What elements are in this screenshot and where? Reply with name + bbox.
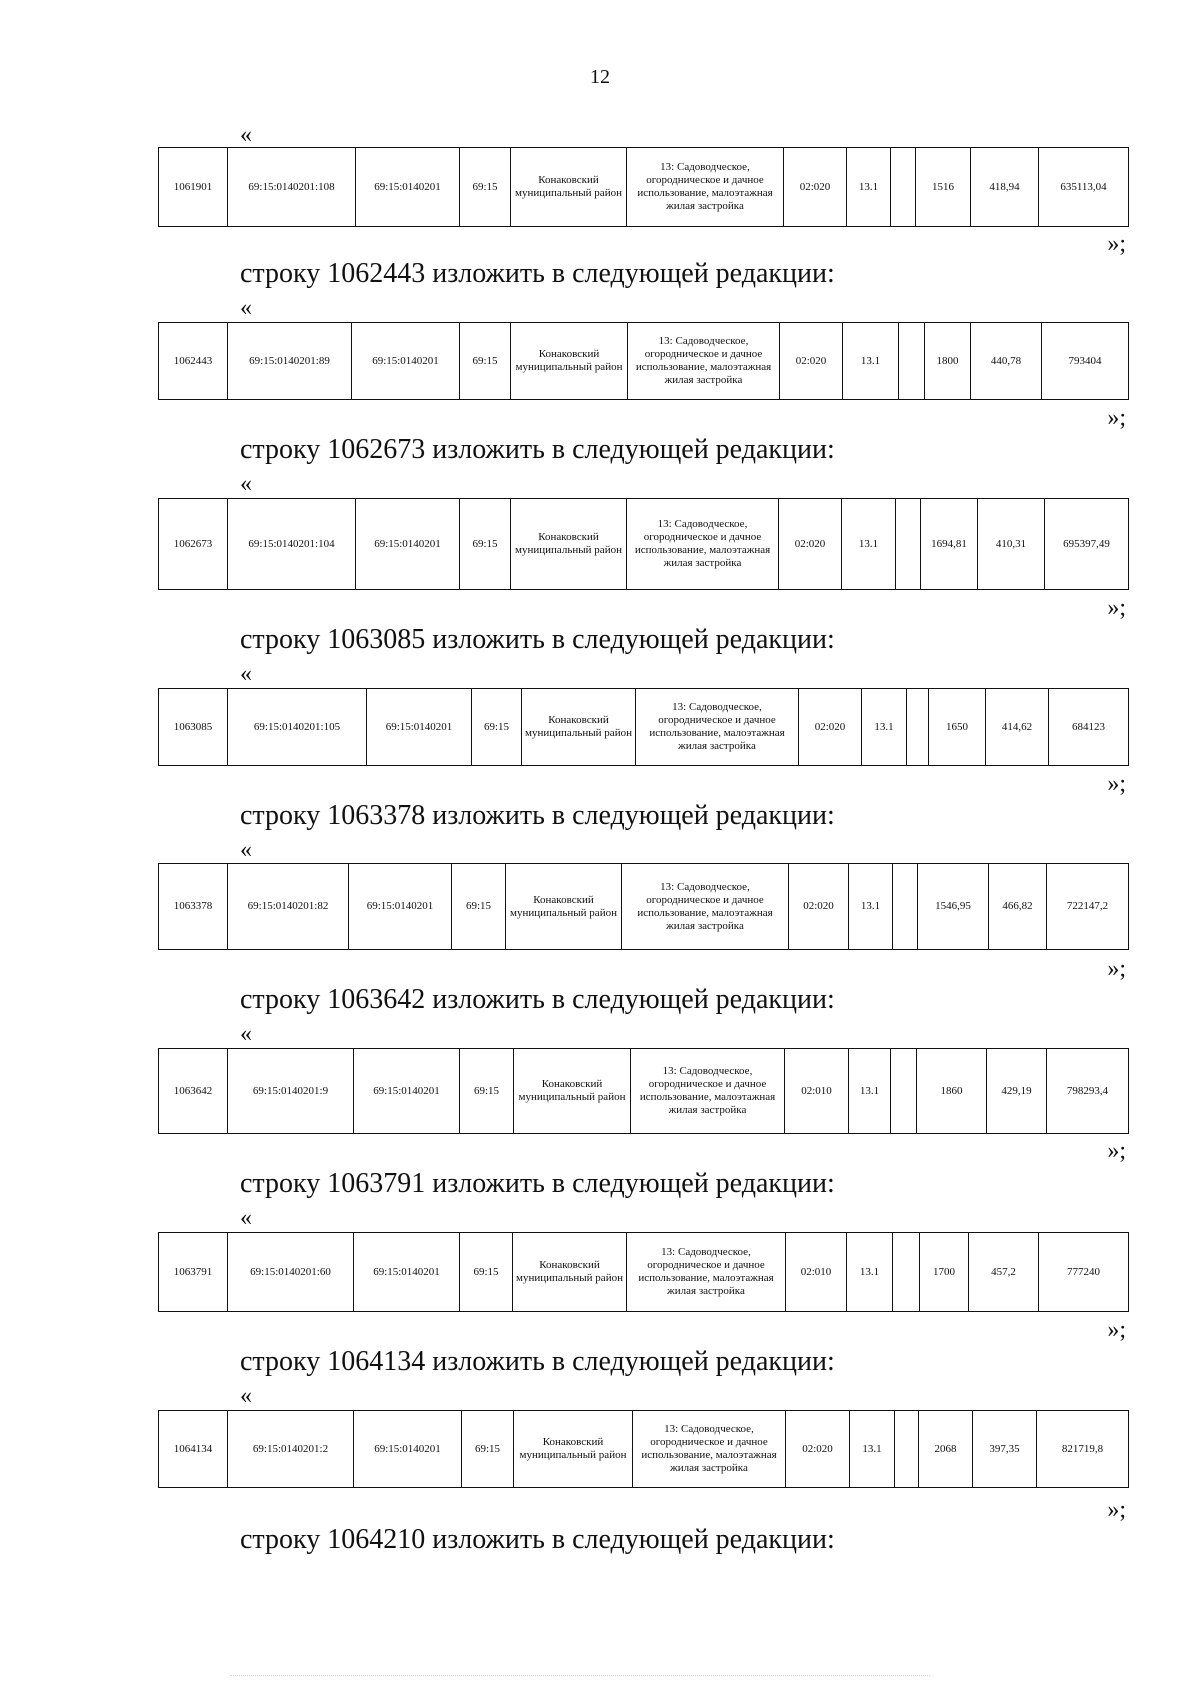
area: 1700 bbox=[920, 1233, 969, 1312]
instruction-text: строку 1063378 изложить в следующей редакции: bbox=[240, 800, 835, 831]
row-id: 1063378 bbox=[159, 864, 228, 950]
specific-value: 397,35 bbox=[973, 1411, 1037, 1488]
district: Конаковский муниципальный район bbox=[511, 499, 627, 590]
cadastral-value: 798293,4 bbox=[1047, 1049, 1129, 1134]
district: Конаковский муниципальный район bbox=[522, 689, 636, 766]
cadastral-value: 793404 bbox=[1042, 323, 1129, 400]
group-code: 02:020 bbox=[784, 148, 847, 227]
area: 2068 bbox=[919, 1411, 973, 1488]
closing-quote: »; bbox=[1107, 1138, 1126, 1164]
cadastral-value: 695397,49 bbox=[1045, 499, 1129, 590]
cadastral-quarter: 69:15:0140201 bbox=[354, 1049, 460, 1134]
opening-quote: « bbox=[240, 1021, 252, 1047]
row-id: 1061901 bbox=[159, 148, 228, 227]
district: Конаковский муниципальный район bbox=[506, 864, 622, 950]
empty-cell bbox=[893, 1233, 920, 1312]
cadastral-quarter: 69:15:0140201 bbox=[356, 148, 460, 227]
cadastral-number: 69:15:0140201:2 bbox=[228, 1411, 354, 1488]
subgroup: 13.1 bbox=[842, 499, 896, 590]
cadastral-value: 684123 bbox=[1049, 689, 1129, 766]
specific-value: 429,19 bbox=[987, 1049, 1047, 1134]
region-code: 69:15 bbox=[460, 1049, 514, 1134]
group-code: 02:020 bbox=[789, 864, 849, 950]
row-id: 1062443 bbox=[159, 323, 228, 400]
empty-cell bbox=[899, 323, 925, 400]
instruction-text: строку 1062443 изложить в следующей редакции: bbox=[240, 258, 835, 289]
district: Конаковский муниципальный район bbox=[514, 1411, 633, 1488]
subgroup: 13.1 bbox=[850, 1411, 895, 1488]
district: Конаковский муниципальный район bbox=[514, 1049, 631, 1134]
cadastral-quarter: 69:15:0140201 bbox=[349, 864, 452, 950]
specific-value: 410,31 bbox=[978, 499, 1045, 590]
group-code: 02:010 bbox=[785, 1049, 849, 1134]
area: 1860 bbox=[917, 1049, 987, 1134]
empty-cell bbox=[896, 499, 921, 590]
opening-quote: « bbox=[240, 471, 252, 497]
land-plot-table bbox=[158, 1410, 1129, 1488]
opening-quote: « bbox=[240, 122, 252, 148]
district: Конаковский муниципальный район bbox=[511, 323, 628, 400]
area: 1516 bbox=[916, 148, 971, 227]
land-use: 13: Садоводческое, огородническое и дачное использование, малоэтажная жилая застройка bbox=[627, 1233, 786, 1312]
closing-quote: »; bbox=[1107, 405, 1126, 431]
empty-cell bbox=[895, 1411, 919, 1488]
table-row bbox=[159, 1411, 1129, 1488]
land-plot-table bbox=[158, 322, 1129, 400]
area: 1546,95 bbox=[918, 864, 989, 950]
closing-quote: »; bbox=[1107, 956, 1126, 982]
specific-value: 440,78 bbox=[971, 323, 1042, 400]
scan-noise-decoration bbox=[230, 1675, 930, 1680]
land-use: 13: Садоводческое, огородническое и дачное использование, малоэтажная жилая застройка bbox=[622, 864, 789, 950]
cadastral-number: 69:15:0140201:105 bbox=[228, 689, 367, 766]
cadastral-quarter: 69:15:0140201 bbox=[354, 1233, 460, 1312]
group-code: 02:020 bbox=[799, 689, 862, 766]
specific-value: 414,62 bbox=[986, 689, 1049, 766]
row-block bbox=[158, 118, 1128, 258]
land-plot-table bbox=[158, 688, 1129, 766]
row-id: 1064134 bbox=[159, 1411, 228, 1488]
instruction-text: строку 1063642 изложить в следующей редакции: bbox=[240, 984, 835, 1015]
region-code: 69:15 bbox=[460, 323, 511, 400]
cadastral-number: 69:15:0140201:60 bbox=[228, 1233, 354, 1312]
row-id: 1063642 bbox=[159, 1049, 228, 1134]
group-code: 02:020 bbox=[779, 499, 842, 590]
table-row bbox=[159, 323, 1129, 400]
row-id: 1063085 bbox=[159, 689, 228, 766]
group-code: 02:020 bbox=[786, 1411, 850, 1488]
region-code: 69:15 bbox=[460, 148, 511, 227]
empty-cell bbox=[891, 1049, 917, 1134]
region-code: 69:15 bbox=[462, 1411, 514, 1488]
cadastral-value: 777240 bbox=[1039, 1233, 1129, 1312]
subgroup: 13.1 bbox=[847, 148, 891, 227]
opening-quote: « bbox=[240, 837, 252, 863]
cadastral-quarter: 69:15:0140201 bbox=[352, 323, 460, 400]
opening-quote: « bbox=[240, 1383, 252, 1409]
page-number: 12 bbox=[590, 66, 610, 88]
land-use: 13: Садоводческое, огородническое и дачное использование, малоэтажная жилая застройка bbox=[627, 148, 784, 227]
empty-cell bbox=[907, 689, 929, 766]
cadastral-number: 69:15:0140201:89 bbox=[228, 323, 352, 400]
row-id: 1063791 bbox=[159, 1233, 228, 1312]
table-row bbox=[159, 499, 1129, 590]
instruction-text: строку 1063791 изложить в следующей редакции: bbox=[240, 1168, 835, 1199]
table-row bbox=[159, 148, 1129, 227]
empty-cell bbox=[893, 864, 918, 950]
land-plot-table bbox=[158, 1048, 1129, 1134]
region-code: 69:15 bbox=[460, 1233, 513, 1312]
closing-quote: »; bbox=[1107, 1317, 1126, 1343]
land-use: 13: Садоводческое, огородническое и дачное использование, малоэтажная жилая застройка bbox=[631, 1049, 785, 1134]
instruction-text: строку 1062673 изложить в следующей редакции: bbox=[240, 434, 835, 465]
region-code: 69:15 bbox=[472, 689, 522, 766]
area: 1650 bbox=[929, 689, 986, 766]
row-block bbox=[158, 624, 1128, 804]
table-row bbox=[159, 1233, 1129, 1312]
cadastral-value: 722147,2 bbox=[1047, 864, 1129, 950]
land-use: 13: Садоводческое, огородническое и дачное использование, малоэтажная жилая застройка bbox=[636, 689, 799, 766]
cadastral-quarter: 69:15:0140201 bbox=[356, 499, 460, 590]
cadastral-value: 821719,8 bbox=[1037, 1411, 1129, 1488]
subgroup: 13.1 bbox=[843, 323, 899, 400]
empty-cell bbox=[891, 148, 916, 227]
group-code: 02:010 bbox=[786, 1233, 847, 1312]
region-code: 69:15 bbox=[460, 499, 511, 590]
land-use: 13: Садоводческое, огородническое и дачное использование, малоэтажная жилая застройка bbox=[633, 1411, 786, 1488]
land-use: 13: Садоводческое, огородническое и дачное использование, малоэтажная жилая застройка bbox=[627, 499, 779, 590]
cadastral-number: 69:15:0140201:108 bbox=[228, 148, 356, 227]
closing-quote: »; bbox=[1107, 1497, 1126, 1523]
land-plot-table bbox=[158, 863, 1129, 950]
row-block bbox=[158, 258, 1128, 436]
row-block bbox=[158, 1168, 1128, 1348]
district: Конаковский муниципальный район bbox=[511, 148, 627, 227]
area: 1694,81 bbox=[921, 499, 978, 590]
land-use: 13: Садоводческое, огородническое и дачное использование, малоэтажная жилая застройка bbox=[628, 323, 780, 400]
closing-quote: »; bbox=[1107, 231, 1126, 257]
subgroup: 13.1 bbox=[847, 1233, 893, 1312]
land-plot-table bbox=[158, 498, 1129, 590]
table-row bbox=[159, 1049, 1129, 1134]
row-id: 1062673 bbox=[159, 499, 228, 590]
row-block bbox=[158, 984, 1128, 1164]
opening-quote: « bbox=[240, 661, 252, 687]
group-code: 02:020 bbox=[780, 323, 843, 400]
final-instruction-block bbox=[158, 1524, 1128, 1564]
opening-quote: « bbox=[240, 1205, 252, 1231]
table-row bbox=[159, 689, 1129, 766]
cadastral-quarter: 69:15:0140201 bbox=[367, 689, 472, 766]
cadastral-number: 69:15:0140201:82 bbox=[228, 864, 349, 950]
row-block bbox=[158, 800, 1128, 980]
instruction-text: строку 1064210 изложить в следующей редакции: bbox=[240, 1524, 835, 1555]
cadastral-value: 635113,04 bbox=[1039, 148, 1129, 227]
district: Конаковский муниципальный район bbox=[513, 1233, 627, 1312]
opening-quote: « bbox=[240, 295, 252, 321]
instruction-text: строку 1064134 изложить в следующей редакции: bbox=[240, 1346, 835, 1377]
area: 1800 bbox=[925, 323, 971, 400]
cadastral-number: 69:15:0140201:9 bbox=[228, 1049, 354, 1134]
closing-quote: »; bbox=[1107, 595, 1126, 621]
specific-value: 457,2 bbox=[969, 1233, 1039, 1312]
row-block bbox=[158, 434, 1128, 630]
instruction-text: строку 1063085 изложить в следующей редакции: bbox=[240, 624, 835, 655]
specific-value: 466,82 bbox=[989, 864, 1047, 950]
land-plot-table bbox=[158, 1232, 1129, 1312]
closing-quote: »; bbox=[1107, 771, 1126, 797]
cadastral-number: 69:15:0140201:104 bbox=[228, 499, 356, 590]
land-plot-table bbox=[158, 147, 1129, 227]
cadastral-quarter: 69:15:0140201 bbox=[354, 1411, 462, 1488]
table-row bbox=[159, 864, 1129, 950]
specific-value: 418,94 bbox=[971, 148, 1039, 227]
region-code: 69:15 bbox=[452, 864, 506, 950]
subgroup: 13.1 bbox=[849, 864, 893, 950]
row-block bbox=[158, 1346, 1128, 1526]
subgroup: 13.1 bbox=[862, 689, 907, 766]
subgroup: 13.1 bbox=[849, 1049, 891, 1134]
